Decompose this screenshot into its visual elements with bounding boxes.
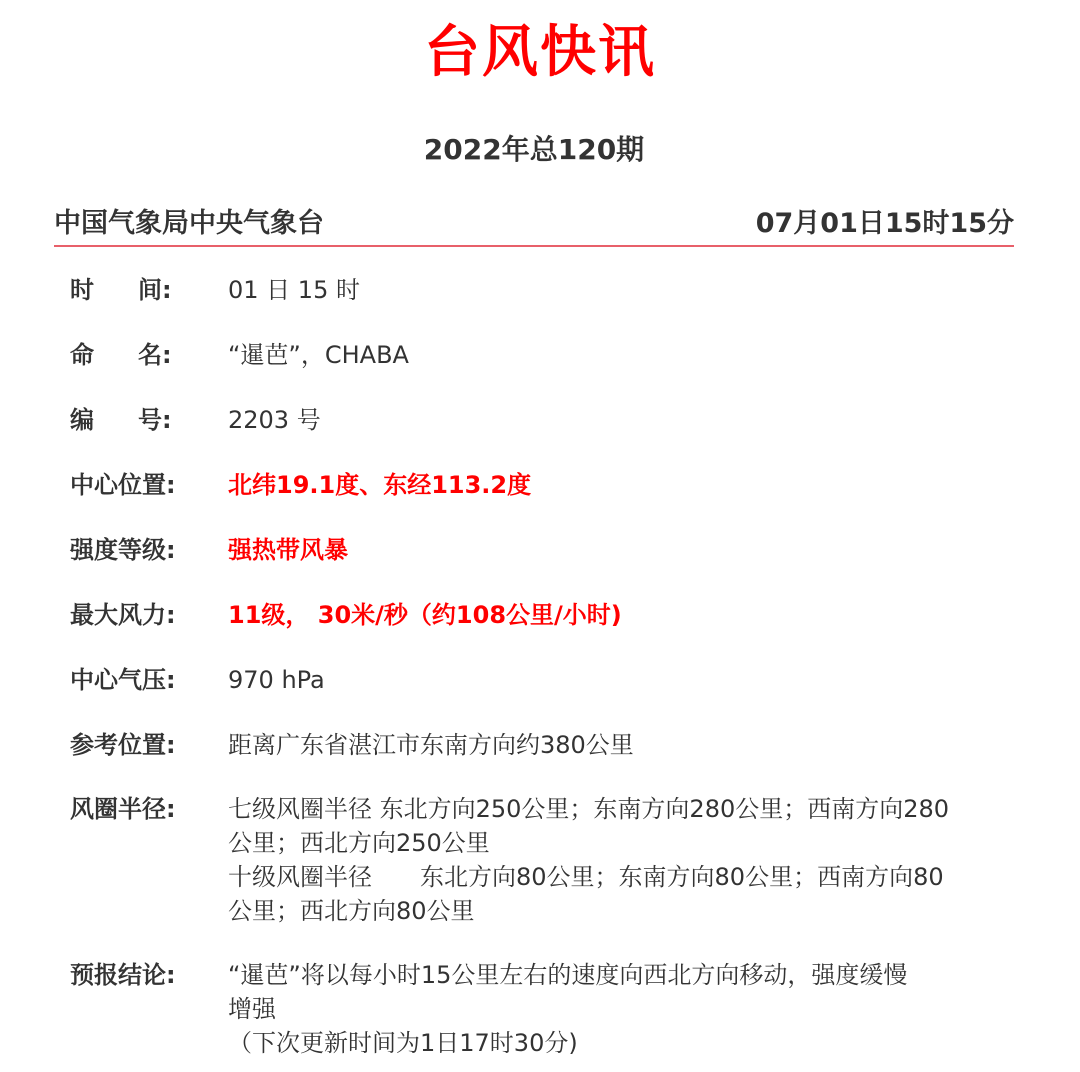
radius-line: 七级风圈半径 东北方向250公里；东南方向280公里；西南方向280 xyxy=(228,795,950,823)
field-value-name: “暹芭”，CHABA xyxy=(228,341,409,369)
field-row-center xyxy=(70,468,1010,502)
field-value-pressure: 970 hPa xyxy=(228,666,325,694)
label-char: 名 xyxy=(138,341,162,369)
field-row-pressure xyxy=(70,663,1010,697)
header-row xyxy=(54,198,1014,242)
field-value-forecast xyxy=(228,958,988,1060)
field-row-max-wind xyxy=(70,598,1010,632)
radius-line: 公里；西北方向250公里 xyxy=(228,829,490,857)
field-value-time: 01 日 15 时 xyxy=(228,276,360,304)
field-value-max-wind: 11级， 30米/秒（约108公里/小时) xyxy=(228,601,622,629)
label-colon: : xyxy=(162,341,172,369)
field-label-radius: 风圈半径: xyxy=(70,795,176,823)
label-char: 时 xyxy=(70,276,94,304)
forecast-line: “暹芭”将以每小时15公里左右的速度向西北方向移动，强度缓慢 xyxy=(228,961,908,989)
radius-line: 十级风圈半径 东北方向80公里；东南方向80公里；西南方向80 xyxy=(228,863,944,891)
field-label-max-wind: 最大风力: xyxy=(70,601,176,629)
field-label-name xyxy=(70,338,228,372)
field-value-number: 2203 号 xyxy=(228,406,321,434)
field-row-number xyxy=(70,403,1010,437)
field-row-name xyxy=(70,338,1010,372)
label-char: 号 xyxy=(138,406,162,434)
field-label-number xyxy=(70,403,228,437)
forecast-line: 增强 xyxy=(228,995,276,1023)
field-row-intensity xyxy=(70,533,1010,567)
field-label-time xyxy=(70,273,228,307)
field-row-radius xyxy=(70,792,1010,928)
field-value-center: 北纬19.1度、东经113.2度 xyxy=(228,471,532,499)
header-divider xyxy=(54,245,1014,247)
publish-datetime: 07月01日15时15分 xyxy=(755,207,1014,239)
agency-name: 中国气象局中央气象台 xyxy=(54,207,324,239)
forecast-line: （下次更新时间为1日17时30分) xyxy=(228,1029,578,1057)
field-row-forecast xyxy=(70,958,1010,1060)
issue-number: 2022年总120期 xyxy=(423,133,645,166)
field-label-intensity: 强度等级: xyxy=(70,536,176,564)
field-value-reference: 距离广东省湛江市东南方向约380公里 xyxy=(228,731,634,759)
label-char: 间 xyxy=(138,276,162,304)
label-char: 命 xyxy=(70,341,94,369)
label-char: 编 xyxy=(70,406,94,434)
field-label-pressure: 中心气压: xyxy=(70,666,176,694)
field-row-time xyxy=(70,273,1010,307)
label-colon: : xyxy=(162,276,172,304)
field-row-reference xyxy=(70,728,1010,762)
radius-line: 公里；西北方向80公里 xyxy=(228,897,475,925)
label-colon: : xyxy=(162,406,172,434)
field-value-intensity: 强热带风暴 xyxy=(228,536,348,564)
field-value-radius xyxy=(228,792,988,928)
page-title: 台风快讯 xyxy=(424,20,656,85)
field-label-reference: 参考位置: xyxy=(70,731,176,759)
field-label-center: 中心位置: xyxy=(70,471,176,499)
field-label-forecast: 预报结论: xyxy=(70,961,176,989)
